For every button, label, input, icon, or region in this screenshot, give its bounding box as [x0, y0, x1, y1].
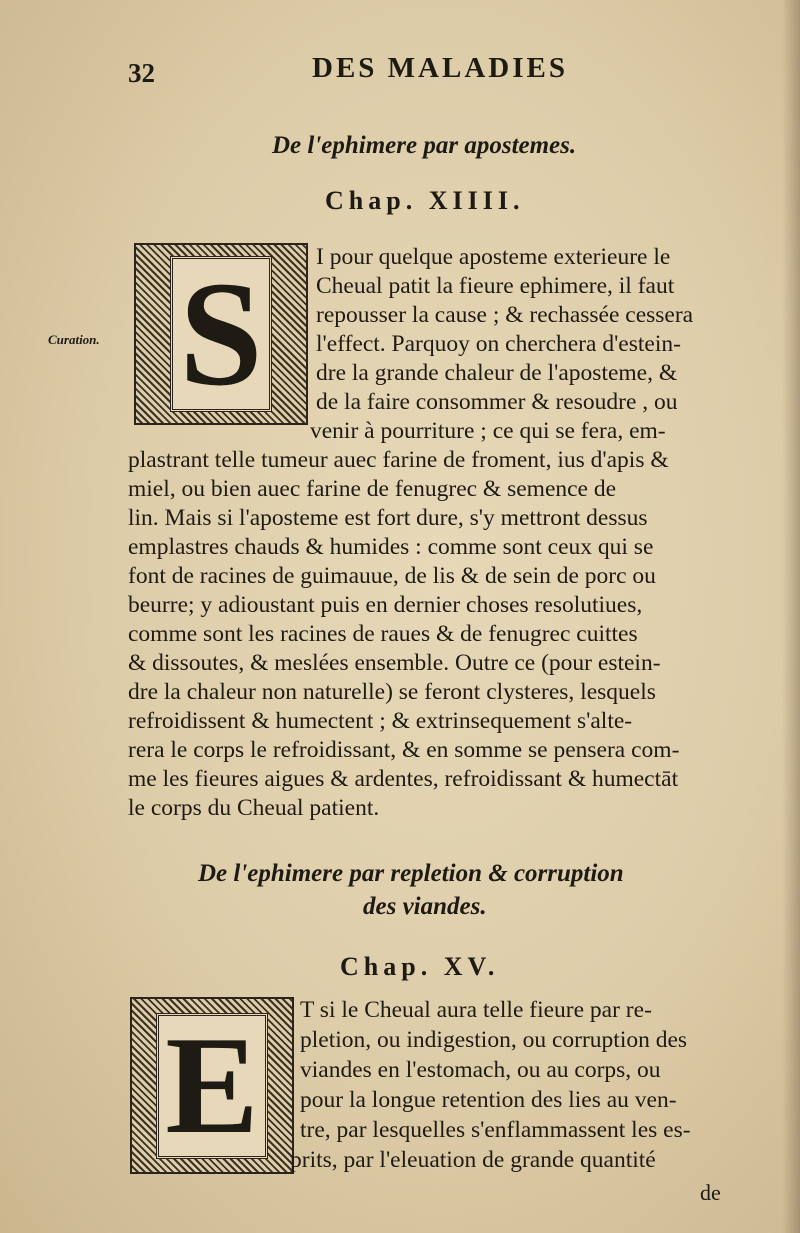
text-line: font de racines de guimauue, de lis & de sein de porc ou	[128, 563, 656, 589]
text-line: & dissoutes, & meslées ensemble. Outre ce (pour estein-	[128, 650, 661, 676]
text-line: l'effect. Parquoy on cherchera d'estein-	[316, 331, 681, 357]
text-line: plastrant telle tumeur auec farine de froment, ius d'apis &	[128, 447, 669, 473]
text-line: de la faire consommer & resoudre , ou	[316, 389, 678, 415]
running-head: DES MALADIES	[312, 52, 568, 84]
text-line: T si le Cheual aura telle fieure par re-	[300, 997, 652, 1023]
text-line: Cheual patit la fieure ephimere, il faut	[316, 273, 675, 299]
gutter-shadow	[782, 0, 800, 1233]
text-line: le corps du Cheual patient.	[128, 795, 380, 821]
text-line: beurre; y adioustant puis en dernier choses resolutiues,	[128, 592, 643, 618]
text-line: comme sont les racines de raues & de fenugrec cuittes	[128, 621, 638, 647]
text-line: pletion, ou indigestion, ou corruption des	[300, 1027, 688, 1053]
chapter-14-number: Chap. XIIII.	[325, 186, 525, 215]
initial-letter: S	[170, 256, 271, 412]
page-number: 32	[128, 58, 155, 88]
text-line: rera le corps le refroidissant, & en somme se pensera com-	[128, 737, 680, 763]
text-line: repousser la cause ; & rechassée cessera	[316, 302, 694, 328]
text-line: lin. Mais si l'aposteme est fort dure, s'y mettront dessus	[128, 505, 648, 531]
chapter-14-title: De l'ephimere par apostemes.	[272, 132, 577, 159]
text-line: dre la grande chaleur de l'aposteme, &	[316, 360, 678, 386]
chapter-15-title-line-1: De l'ephimere par repletion & corruption	[198, 860, 624, 887]
chapter-15-title-line-2: des viandes.	[363, 893, 487, 920]
decorated-initial-s	[134, 243, 308, 425]
text-line: prits, par l'eleuation de grande quantité	[290, 1147, 656, 1173]
text-line: miel, ou bien auec farine de fenugrec & semence de	[128, 476, 617, 502]
text-line: venir à pourriture ; ce qui se fera, em-	[310, 418, 666, 444]
initial-letter: E	[156, 1013, 267, 1159]
text-line: pour la longue retention des lies au ven-	[300, 1087, 677, 1113]
text-line: I pour quelque aposteme exterieure le	[316, 244, 671, 270]
catchword: de	[700, 1180, 721, 1205]
text-line: emplastres chauds & humides : comme sont ceux qui se	[128, 534, 654, 560]
text-line: me les fieures aigues & ardentes, refroidissant & humectāt	[128, 766, 679, 792]
text-line: viandes en l'estomach, ou au corps, ou	[300, 1057, 661, 1083]
text-line: refroidissent & humectent ; & extrinsequement s'alte-	[128, 708, 633, 734]
text-line: tre, par lesquelles s'enflammassent les es-	[300, 1117, 691, 1143]
text-line: dre la chaleur non naturelle) se feront clysteres, lesquels	[128, 679, 656, 705]
margin-note: Curation.	[48, 332, 100, 347]
decorated-initial-e	[130, 997, 294, 1174]
chapter-15-number: Chap. XV.	[340, 952, 500, 981]
